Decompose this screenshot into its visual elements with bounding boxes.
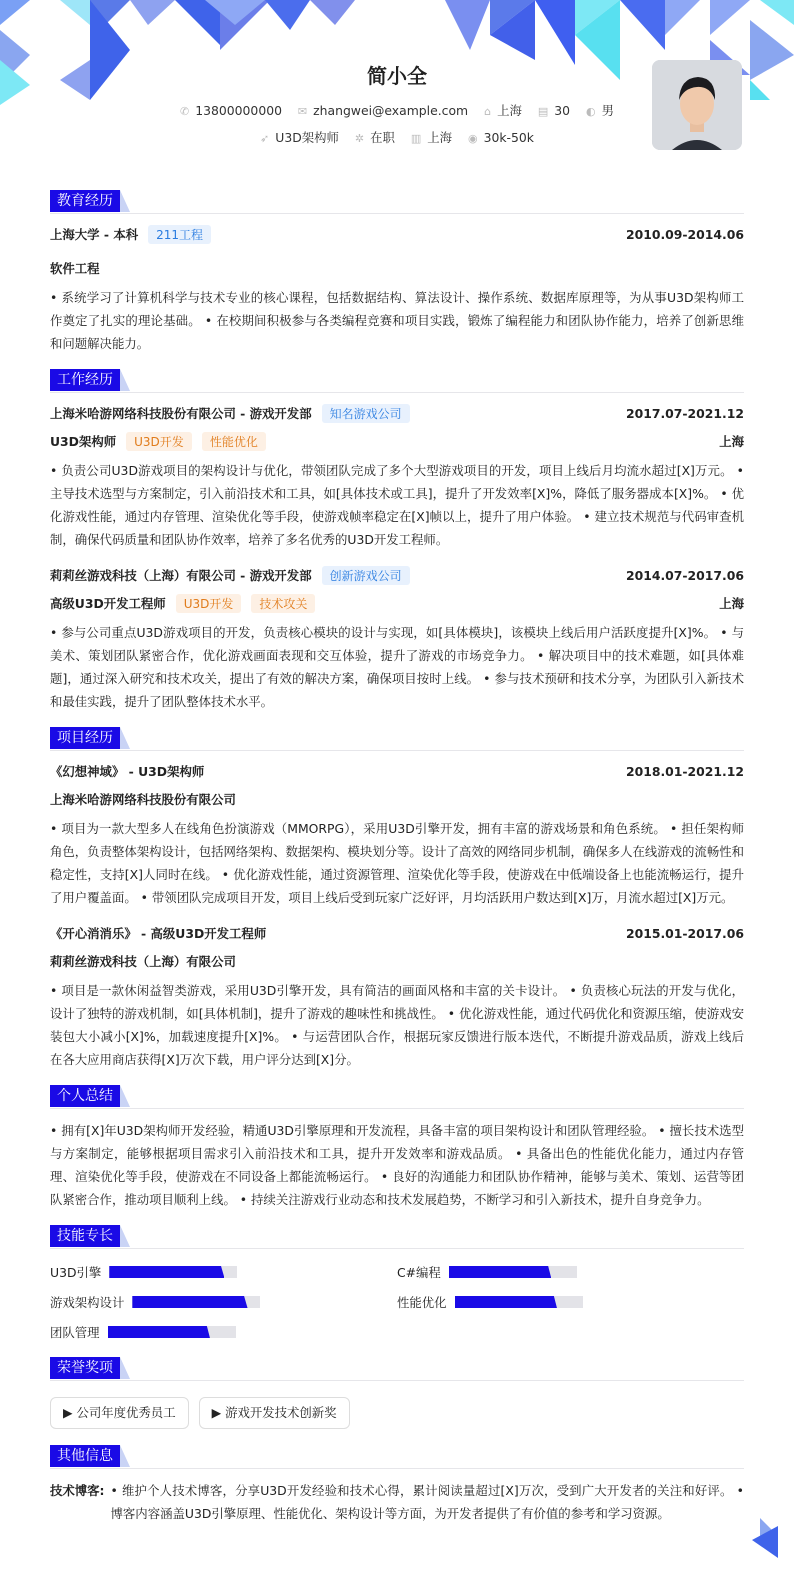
section-education — [50, 190, 744, 214]
major: 软件工程 — [50, 261, 100, 276]
date: 2010.09-2014.06 — [625, 226, 744, 242]
city: 上海 — [719, 434, 744, 449]
award-name: 公司年度优秀员工 — [76, 1405, 176, 1420]
skill-bar — [455, 1296, 583, 1308]
skill-name: U3D引擎 — [50, 1265, 102, 1280]
section-skills — [50, 1225, 744, 1249]
project-desc: • 项目为一款大型多人在线角色扮演游戏（MMORPG），采用U3D引擎开发，拥有丰富的游戏场景和角色系统。 • 担任架构师角色，负责整体架构设计，包括网络架构、数据架构、模块划分等。设计了高效的网络同步机制，确保多人在线游戏的流畅性和稳定性，支持[X]人同时在线。 • 优化游戏性能，通过资源管理、渲染优化等手段，使游戏在中低端设备上也能流畅运行，提升了用户覆盖面。 • 带领团队完成项目开发，项目上线后受到玩家广泛好评，月均活跃用户数达到[X]万，月流水超过[X]万元。 — [50, 821, 744, 905]
skill-fill — [108, 1326, 210, 1338]
skill-fill — [449, 1266, 551, 1278]
section-projects — [50, 727, 744, 751]
company-tag: 知名游戏公司 — [322, 404, 410, 423]
school: 上海大学 - 本科 — [50, 227, 139, 242]
project-item — [50, 757, 744, 909]
gender-icon: ◐ — [585, 105, 596, 118]
location: 上海 — [497, 103, 522, 118]
company: 上海米哈游网络科技股份有限公司 — [50, 792, 236, 807]
skill-bar — [108, 1326, 236, 1338]
skill-item — [397, 1293, 744, 1311]
skill-name: 团队管理 — [50, 1325, 100, 1340]
award-item: ▶ 公司年度优秀员工 — [50, 1397, 189, 1429]
status: 在职 — [370, 130, 395, 145]
project-desc: • 项目是一款休闲益智类游戏，采用U3D引擎开发，具有简洁的画面风格和丰富的关卡设计。 • 负责核心玩法的开发与优化，设计了独特的游戏机制，如[具体机制]，提升了游戏的趣味性和挑战性。 • 优化游戏性能，通过代码优化和资源压缩，使游戏安装包大小减小[X]%，加载速度提升[X]%。 • 与运营团队合作，根据玩家反馈进行版本迭代，不断提升游戏品质，游戏上线后在各大应用商店获得[X]万次下载，用户评分达到[X]分。 — [50, 983, 744, 1067]
phone-icon: ✆ — [180, 105, 190, 118]
salary: 30k-50k — [483, 130, 534, 145]
skill-item — [397, 1263, 744, 1281]
mail-icon: ✉ — [297, 105, 308, 118]
section-title: 荣誉奖项 — [50, 1357, 120, 1379]
skill-item — [50, 1293, 397, 1311]
gender: 男 — [601, 103, 614, 118]
skill-tag: 技术攻关 — [251, 594, 315, 613]
education-desc: • 系统学习了计算机科学与技术专业的核心课程，包括数据结构、算法设计、操作系统、数据库原理等，为从事U3D架构师工作奠定了扎实的理论基础。 • 在校期间积极参与各类编程竞赛和项目实践，锻炼了编程能力和团队协作能力，培养了创新思维和问题解决能力。 — [50, 290, 744, 351]
date: 2014.07-2017.06 — [625, 567, 744, 583]
skill-fill — [132, 1296, 247, 1308]
section-title: 教育经历 — [50, 190, 120, 212]
skill-fill — [455, 1296, 557, 1308]
company-tag: 创新游戏公司 — [322, 566, 410, 585]
city: 上海 — [719, 596, 744, 611]
section-title: 工作经历 — [50, 369, 120, 391]
work-item — [50, 399, 744, 551]
section-summary — [50, 1085, 744, 1109]
section-title: 个人总结 — [50, 1085, 120, 1107]
other-label: 技术博客: — [50, 1483, 105, 1498]
school-tag: 211工程 — [148, 225, 211, 244]
company: 莉莉丝游戏科技（上海）有限公司 — [50, 954, 236, 969]
salary-icon: ◉ — [467, 132, 478, 145]
section-title: 项目经历 — [50, 727, 120, 749]
skill-item — [50, 1323, 397, 1341]
city: 上海 — [427, 130, 453, 145]
project-title: 《幻想神域》 - U3D架构师 — [50, 764, 205, 779]
skill-fill — [109, 1266, 224, 1278]
section-other — [50, 1445, 744, 1469]
work-item — [50, 561, 744, 713]
email: zhangwei@example.com — [313, 103, 469, 118]
home-icon: ⌂ — [484, 105, 492, 118]
section-title: 其他信息 — [50, 1445, 120, 1467]
work-desc: • 负责公司U3D游戏项目的架构设计与优化，带领团队完成了多个大型游戏项目的开发，项目上线后月均流水超过[X]万元。 • 主导技术选型与方案制定，引入前沿技术和工具，如[具体技术或工具]，提升了开发效率[X]%，降低了服务器成本[X]%。 • 优化游戏性能，通过内存管理、渲染优化等手段，使游戏帧率稳定在[X]帧以上，提升了用户体验。 • 建立技术规范与代码审查机制，确保代码质量和团队协作效率，培养了多名优秀的U3D开发工程师。 — [50, 463, 744, 547]
summary-text: • 拥有[X]年U3D架构师开发经验，精通U3D引擎原理和开发流程，具备丰富的项目架构设计和团队管理经验。 • 擅长技术选型与方案制定，能够根据项目需求引入前沿技术和工具，提升开发效率和游戏品质。 • 具备出色的性能优化能力，通过内存管理、渲染优化等手段，使游戏在不同设备上都能流畅运行。 • 良好的沟通能力和团队协作精神，能够与美术、策划、运营等团队紧密合作，推动项目顺利上线。 • 持续关注游戏行业动态和技术发展趋势，不断学习和引入新技术，提升自身竞争力。 — [50, 1123, 744, 1207]
skill-bar — [132, 1296, 260, 1308]
skill-tag: 性能优化 — [202, 432, 266, 451]
section-title: 技能专长 — [50, 1225, 120, 1247]
company: 莉莉丝游戏科技（上海）有限公司 - 游戏开发部 — [50, 568, 312, 583]
company: 上海米哈游网络科技股份有限公司 - 游戏开发部 — [50, 406, 312, 421]
position: U3D架构师 — [275, 130, 339, 145]
skill-name: C#编程 — [397, 1265, 441, 1280]
award-name: 游戏开发技术创新奖 — [225, 1405, 337, 1420]
phone: 13800000000 — [195, 103, 282, 118]
candidate-name: 简小全 — [367, 64, 427, 88]
age: 30 — [554, 103, 570, 118]
skill-tag: U3D开发 — [126, 432, 192, 451]
skill-tag: U3D开发 — [176, 594, 242, 613]
skill-name: 性能优化 — [397, 1295, 447, 1310]
send-icon: ➶ — [260, 132, 270, 145]
project-title: 《开心消消乐》 - 高级U3D开发工程师 — [50, 926, 267, 941]
section-awards — [50, 1357, 744, 1381]
section-work — [50, 369, 744, 393]
work-desc: • 参与公司重点U3D游戏项目的开发，负责核心模块的设计与实现，如[具体模块]，该模块上线后用户活跃度提升[X]%。 • 与美术、策划团队紧密合作，优化游戏画面表现和交互体验，提升了游戏的市场竞争力。 • 解决项目中的技术难题，如[具体难题]，通过深入研究和技术攻关，提出了有效的解决方案，确保项目按时上线。 • 参与技术预研和技术分享，为团队引入新技术和最佳实践，提升了团队整体技术水平。 — [50, 625, 744, 709]
skills-list — [50, 1263, 744, 1341]
role: 高级U3D开发工程师 — [50, 596, 166, 611]
date: 2015.01-2017.06 — [625, 925, 744, 941]
age-icon: ▤ — [537, 105, 549, 118]
other-text: • 维护个人技术博客，分享U3D开发经验和技术心得，累计阅读量超过[X]万次，受到广大开发者的关注和好评。 • 博客内容涵盖U3D引擎原理、性能优化、架构设计等方面，为开发者提供了有价值的参考和学习资源。 — [110, 1483, 744, 1521]
skill-bar — [109, 1266, 237, 1278]
award-item: ▶ 游戏开发技术创新奖 — [199, 1397, 350, 1429]
date: 2018.01-2021.12 — [625, 763, 744, 779]
date: 2017.07-2021.12 — [625, 405, 744, 421]
skill-item — [50, 1263, 397, 1281]
building-icon: ▥ — [410, 132, 422, 145]
status-icon: ✲ — [354, 132, 365, 145]
role: U3D架构师 — [50, 434, 117, 449]
project-item — [50, 919, 744, 1071]
skill-name: 游戏架构设计 — [50, 1295, 125, 1310]
skill-bar — [449, 1266, 577, 1278]
